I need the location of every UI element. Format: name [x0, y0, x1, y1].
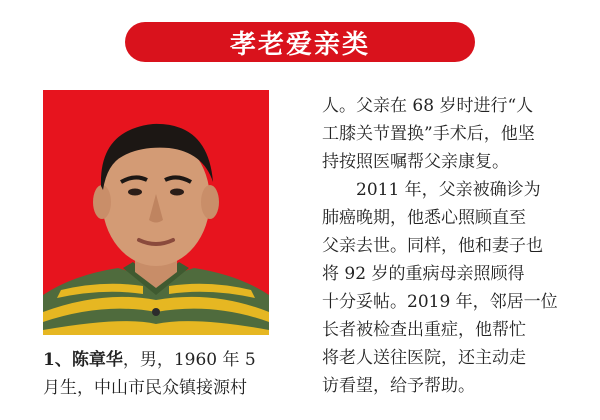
portrait-illustration	[43, 90, 269, 335]
body-line: 将 92 岁的重病母亲照顾得	[322, 264, 525, 284]
shirt-button	[152, 308, 160, 316]
body-line: 人。父亲在 68 岁时进行“人	[322, 96, 534, 116]
person-name: 1、陈章华	[43, 350, 123, 370]
body-line: 2011 年，父亲被确诊为	[356, 180, 541, 200]
left-eye	[128, 189, 142, 196]
caption-line-2: 月生，中山市民众镇接源村	[43, 378, 247, 398]
right-eye	[170, 189, 184, 196]
left-ear	[93, 185, 111, 219]
category-title: 孝老爱亲类	[229, 29, 370, 60]
body-line: 访看望，给予帮助。	[322, 376, 475, 396]
body-line: 将老人送往医院，还主动走	[322, 348, 526, 368]
portrait-photo	[43, 90, 269, 335]
article-body	[322, 92, 597, 400]
right-ear	[201, 185, 219, 219]
body-line: 持按照医嘱帮父亲康复。	[322, 152, 509, 172]
category-banner	[125, 22, 475, 62]
person-info: ，男，1960 年 5	[122, 350, 256, 370]
body-line: 十分妥帖。2019 年，邻居一位	[322, 292, 558, 312]
body-line: 工膝关节置换”手术后，他坚	[322, 124, 535, 144]
caption-line-1	[43, 346, 278, 374]
body-line: 肺癌晚期，他悉心照顾直至	[322, 208, 526, 228]
person-caption	[43, 346, 278, 402]
body-line: 父亲去世。同样，他和妻子也	[322, 236, 543, 256]
body-line: 长者被检查出重症，他帮忙	[322, 320, 526, 340]
